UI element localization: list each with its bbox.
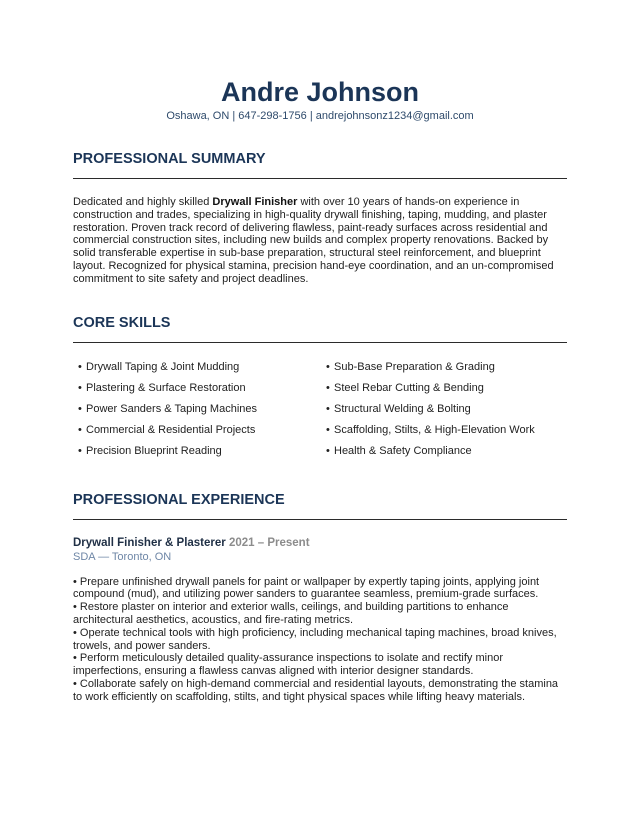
skill-item (73, 420, 321, 441)
job-bullet: • Collaborate safely on high-demand commercial and residential layouts, demonstrating the stamina to work efficiently on scaffolding, stilts, and tight physical spaces while lifting heavy materials. (73, 677, 559, 703)
skills-section (73, 314, 567, 462)
summary-divider (73, 178, 567, 179)
skill-label: Drywall Taping & Joint Mudding (86, 360, 240, 373)
skill-label: Scaffolding, Stilts, & High-Elevation Work (334, 423, 535, 436)
candidate-name: Andre Johnson (220, 77, 419, 107)
skill-label: Health & Safety Compliance (334, 444, 472, 457)
skill-item (73, 399, 321, 420)
skills-list (73, 357, 567, 462)
skill-item (73, 357, 321, 378)
bullet-icon: • (326, 381, 330, 394)
job-entry (73, 536, 567, 704)
summary-text-before: Dedicated and highly skilled (73, 196, 213, 208)
summary-text (73, 196, 567, 286)
skill-label: Steel Rebar Cutting & Bending (334, 381, 484, 394)
skill-item (321, 441, 566, 462)
bullet-icon: • (326, 423, 330, 436)
skill-item (321, 378, 566, 399)
skill-item (321, 399, 566, 420)
skill-label: Plastering & Surface Restoration (86, 381, 246, 394)
skill-label: Structural Welding & Bolting (334, 402, 471, 415)
skills-title: CORE SKILLS (73, 314, 171, 331)
job-header (73, 536, 567, 550)
skill-item (73, 441, 321, 462)
job-title: Drywall Finisher & Plasterer (73, 536, 226, 549)
bullet-icon: • (326, 402, 330, 415)
summary-text-after: with over 10 years of hands-on experience in construction and trades, specializing in high-quality drywall finishing, taping, mudding, and plaster restoration. Proven track record of delivering flawless, paint-ready surfaces across residential and commercial construction sites, including new builds and complex property renovations. Backed by solid transferable expertise in sub-base preparation, structural steel reinforcement, and blueprint layout. Recognized for physical stamina, precision hand-eye coordination, and an un-compromised commitment to site safety and project deadlines. (73, 196, 554, 285)
job-bullet: • Prepare unfinished drywall panels for paint or wallpaper by expertly taping joints, applying joint compound (mud), and utilizing power sanders to guarantee seamless, premium-grade surfaces. (73, 575, 540, 601)
summary-section (73, 150, 567, 286)
skills-divider (73, 342, 567, 343)
job-bullet: • Restore plaster on interior and exterior walls, ceilings, and building partitions to enhance architectural aesthetics, acoustics, and fire-rating metrics. (73, 601, 509, 626)
job-company: SDA — Toronto, ON (73, 550, 172, 563)
bullet-icon: • (78, 423, 82, 436)
bullet-icon: • (78, 402, 82, 415)
job-bullet: • Perform meticulously detailed quality-assurance inspections to isolate and rectify minor imperfections, ensuring a flawless canvas aligned with interior designer standards. (73, 652, 503, 678)
skill-label: Sub-Base Preparation & Grading (334, 360, 495, 373)
job-bullets (73, 576, 567, 704)
bullet-icon: • (78, 360, 82, 373)
skill-label: Commercial & Residential Projects (86, 423, 256, 436)
skill-label: Precision Blueprint Reading (86, 444, 222, 457)
summary-text-bold: Drywall Finisher (212, 196, 298, 208)
skill-item (73, 378, 321, 399)
bullet-icon: • (326, 444, 330, 457)
bullet-icon: • (326, 360, 330, 373)
job-bullet: • Operate technical tools with high proficiency, including mechanical taping machines, broad knives, trowels, and power sanders. (73, 626, 557, 652)
experience-divider (73, 519, 567, 520)
experience-title: PROFESSIONAL EXPERIENCE (73, 491, 285, 508)
contact-line: Oshawa, ON | 647-298-1756 | andrejohnsonz1234@gmail.com (166, 110, 474, 122)
skill-label: Power Sanders & Taping Machines (86, 402, 258, 415)
summary-title: PROFESSIONAL SUMMARY (73, 151, 266, 167)
bullet-icon: • (78, 444, 82, 457)
skill-item (321, 420, 566, 441)
job-dates: 2021 – Present (228, 536, 310, 549)
skill-item (321, 357, 566, 378)
experience-section (73, 491, 567, 704)
bullet-icon: • (78, 381, 82, 394)
